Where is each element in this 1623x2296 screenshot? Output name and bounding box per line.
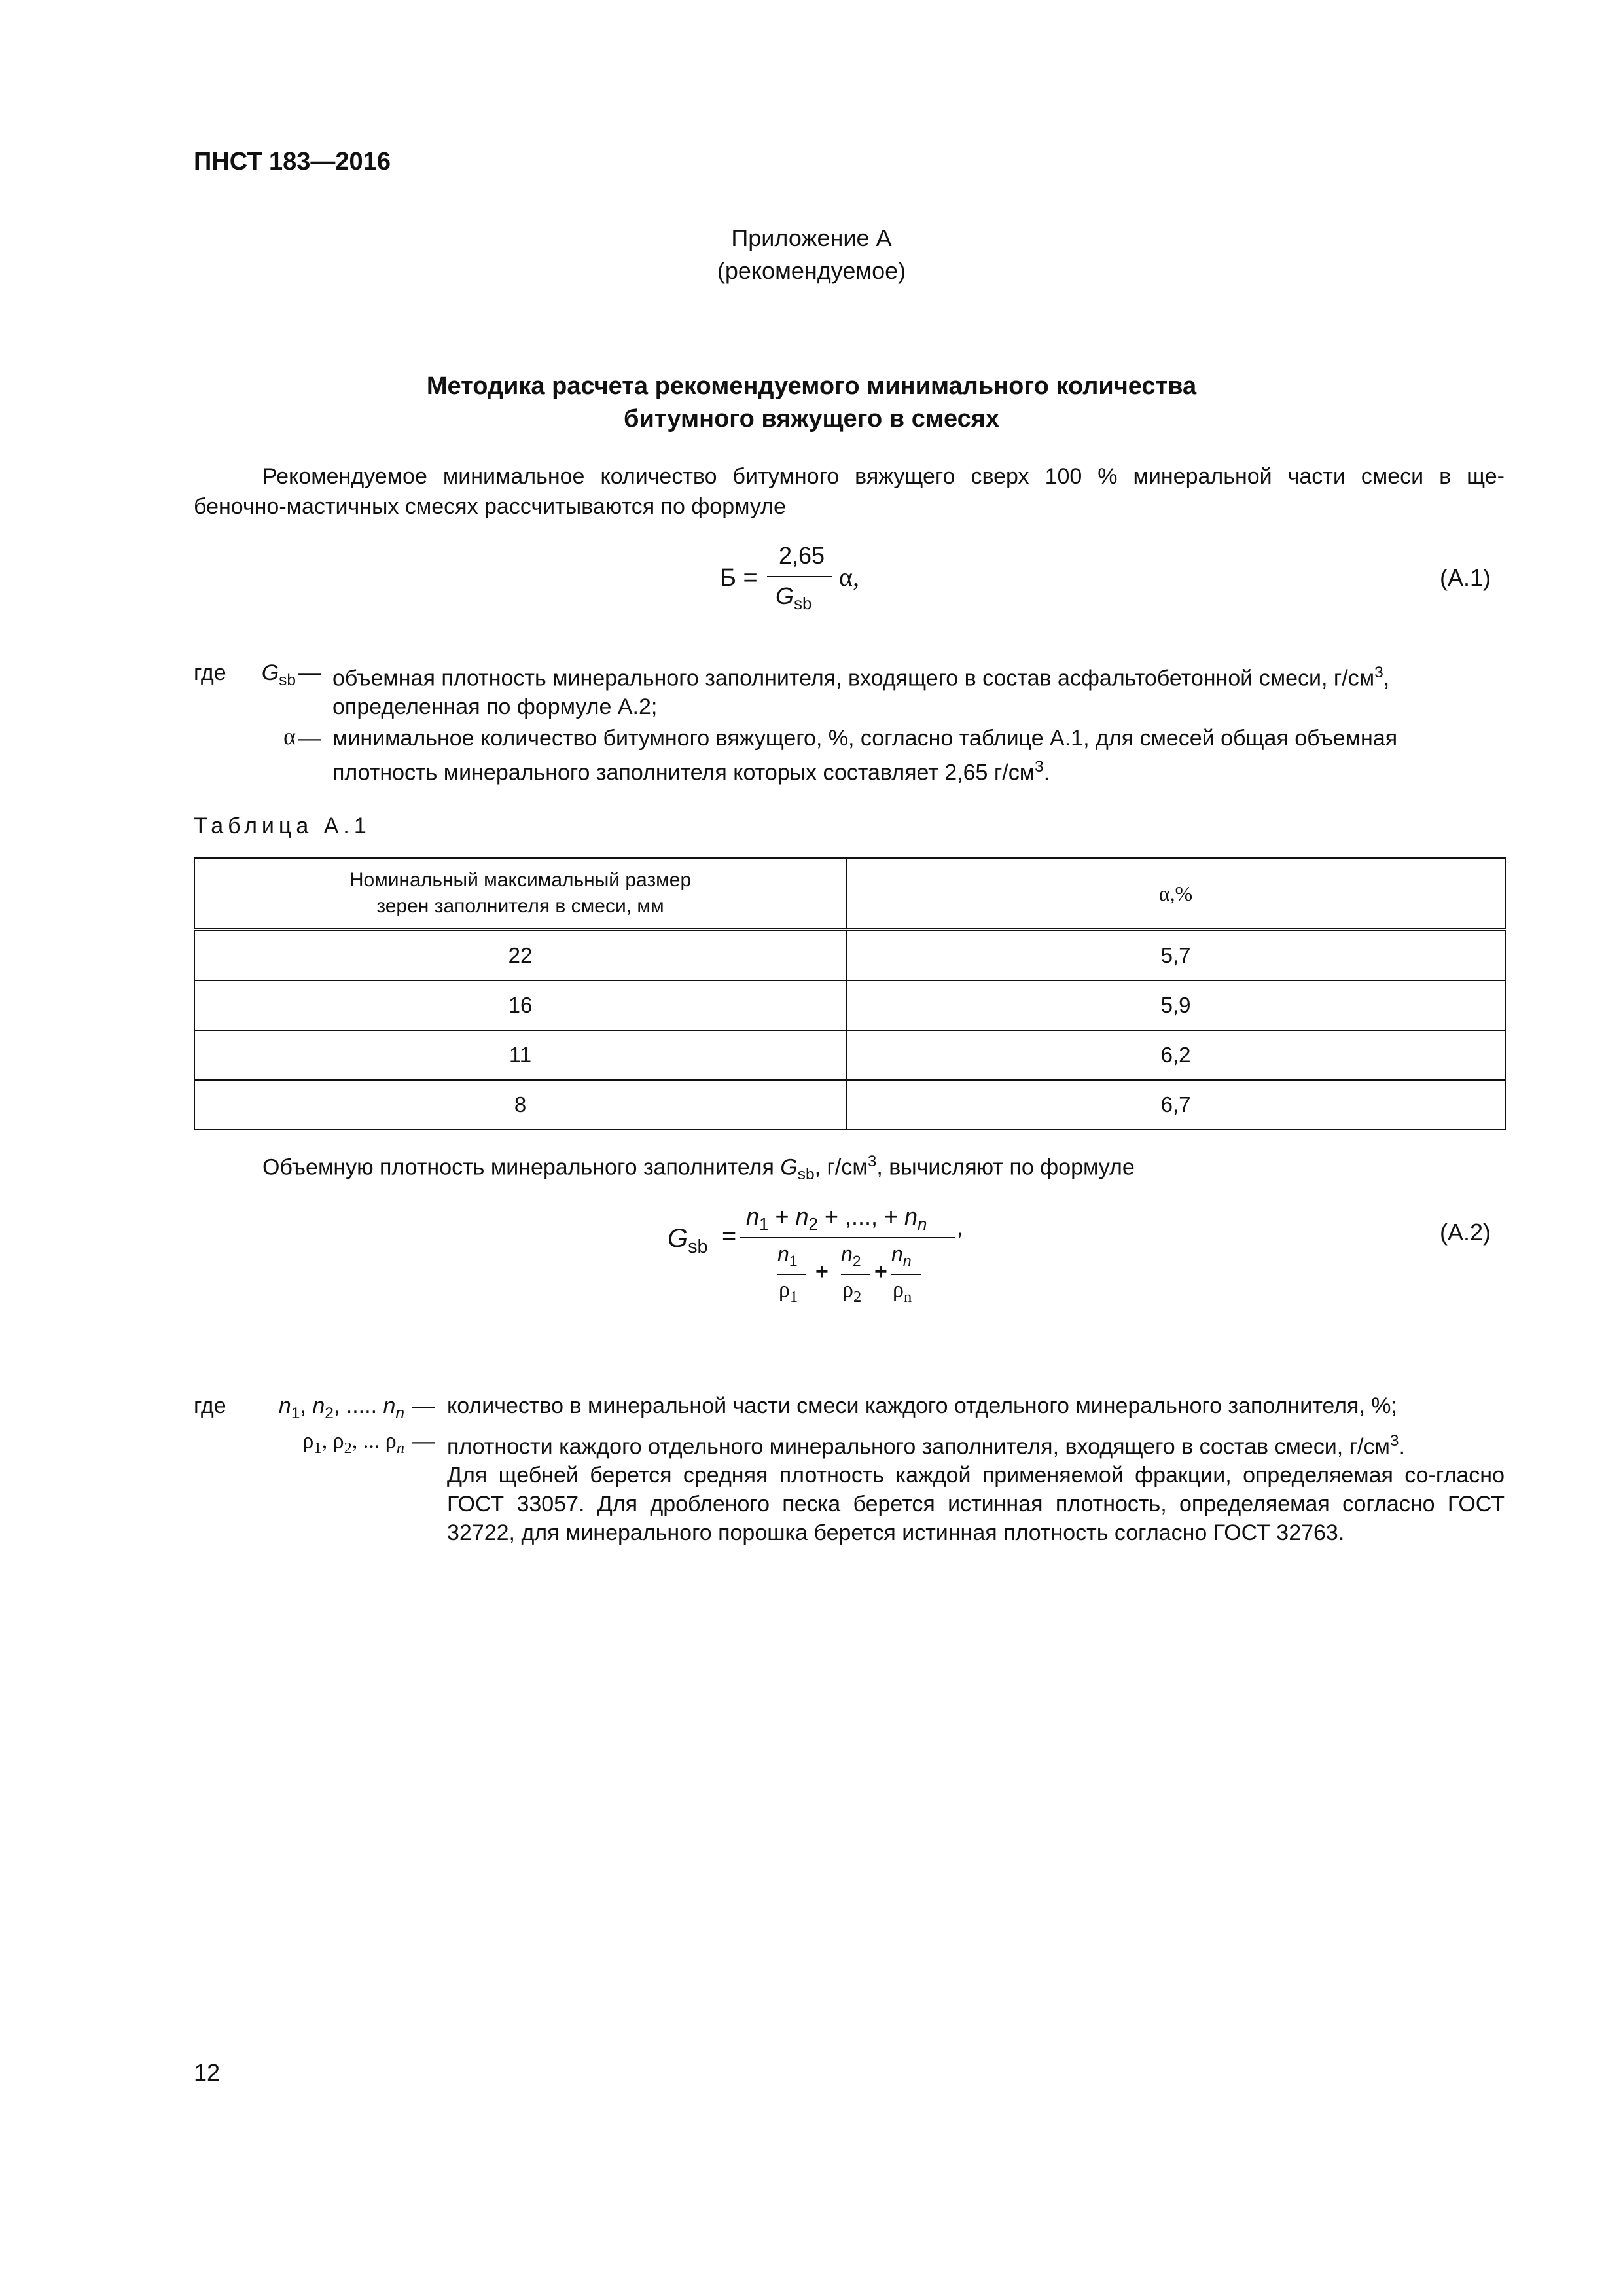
document-code: ПНСТ 183—2016 bbox=[194, 148, 391, 175]
formula-a2-plus: + bbox=[815, 1259, 829, 1284]
table-header-row bbox=[194, 858, 1505, 930]
formula-a2-equals: = bbox=[722, 1223, 737, 1250]
appendix-title: Приложение А bbox=[731, 224, 892, 251]
definition-dash: — bbox=[412, 1393, 435, 1418]
formula-a2-plus: + bbox=[874, 1259, 887, 1284]
table-row bbox=[194, 1030, 1505, 1080]
formula-a1-factor: α, bbox=[839, 562, 859, 592]
formula-a2-term3-line bbox=[891, 1274, 921, 1275]
appendix-heading-line2: битумного вяжущего в смесях bbox=[623, 405, 1000, 433]
table-cell: 5,7 bbox=[846, 930, 1505, 981]
table-row bbox=[194, 930, 1505, 981]
table-cell: 8 bbox=[194, 1080, 846, 1130]
formula-a2-term3-num: $n_n$ bbox=[891, 1242, 912, 1270]
table-cell: 22 bbox=[194, 930, 846, 981]
appendix-heading-line1: Методика расчета рекомендуемого минимального количества bbox=[426, 372, 1197, 400]
formula-a2-term2-line bbox=[841, 1274, 870, 1275]
definition-term-alpha: α bbox=[283, 723, 296, 749]
intro-line1: Рекомендуемое минимальное количество битумного вяжущего сверх 100 % минеральной части смеси в ще- bbox=[262, 464, 1505, 489]
formula-a1-fraction-line bbox=[767, 576, 832, 577]
formula-a2-comma: , bbox=[957, 1216, 963, 1240]
gsb-paragraph: Объемную плотность минерального заполнителя $G_{sb}$, $г/см^3$, вычисляют по формуле bbox=[262, 1153, 1135, 1184]
table-cell: 5,9 bbox=[846, 980, 1505, 1030]
table-header-alpha: α,% bbox=[846, 858, 1505, 930]
formula-a1-numerator: 2,65 bbox=[778, 542, 825, 569]
definition-term-n: $n_1$, $n_2$, ..... $n_n$ bbox=[278, 1393, 404, 1422]
definition-text-n: количество в минеральной части смеси каждого отдельного минерального заполнителя, %; bbox=[447, 1393, 1397, 1418]
intro-paragraph bbox=[194, 461, 1505, 522]
definition-text-gsb: объемная плотность минерального заполнителя, входящего в состав асфальтобетонной смеси, $г/см^3$, определенная по формуле А.2; bbox=[332, 664, 1390, 720]
intro-line2: беночно-мастичных смесях рассчитываются по формуле bbox=[194, 494, 786, 519]
formula-a2-term2-num: $n_2$ bbox=[841, 1242, 861, 1270]
appendix-status: (рекомендуемое) bbox=[717, 257, 906, 284]
definition-text-alpha: минимальное количество битумного вяжущего, %, согласно таблице А.1, для смесей общая объемная плотность минерального заполнителя которых составляет 2,65 $г/см^3$. bbox=[332, 726, 1398, 785]
table-caption: Таблица А.1 bbox=[194, 814, 371, 838]
formula-a2-lhs: $G_{sb}$ bbox=[668, 1224, 708, 1257]
definition-dash: — bbox=[298, 726, 321, 751]
table-row bbox=[194, 1080, 1505, 1130]
formula-a2-term1-den: $\rho_1$ bbox=[779, 1278, 798, 1306]
table-cell: 16 bbox=[194, 980, 846, 1030]
table-cell: 11 bbox=[194, 1030, 846, 1080]
definitions-a1-where: где bbox=[194, 660, 226, 685]
table-cell: 6,7 bbox=[846, 1080, 1505, 1130]
table-row bbox=[194, 980, 1505, 1030]
formula-a1-lhs: Б = bbox=[720, 564, 758, 592]
formula-a2-term2-den: $\rho_2$ bbox=[842, 1278, 862, 1306]
page-number: 12 bbox=[194, 2059, 221, 2086]
formula-a1-denominator: $G_{sb}$ bbox=[776, 583, 812, 614]
formula-a2-numerator: $n_1 + n_2$ + ,..., + $n_n$ bbox=[746, 1203, 927, 1234]
table-cell: 6,2 bbox=[846, 1030, 1505, 1080]
data-table bbox=[194, 857, 1506, 1130]
formula-a2-number: (А.2) bbox=[1440, 1219, 1491, 1246]
definition-dash: — bbox=[298, 660, 321, 685]
definition-term-gsb: $G_{sb}$ bbox=[261, 660, 296, 689]
formula-a2-term1-num: $n_1$ bbox=[777, 1242, 798, 1270]
definitions-a2-where: где bbox=[194, 1393, 226, 1418]
formula-a1-number: (А.1) bbox=[1440, 564, 1491, 591]
formula-a2-term1-line bbox=[777, 1274, 806, 1275]
formula-a2-term3-den: $\rho_n$ bbox=[893, 1278, 912, 1306]
definition-dash: — bbox=[412, 1429, 435, 1454]
formula-a2-fraction-line bbox=[740, 1237, 955, 1238]
definition-text-rho: плотности каждого отдельного минерального заполнителя, входящего в состав смеси, $г/см^3$. Для щебней берется средняя плотность каждой применяемой фракции, определяемая со-гласно ГОСТ 33057. Для дробленого песка берется истинная плотность, определяемая согласно ГОСТ 32722, для минерального порошка берется истинная плотность согласно ГОСТ 32763. bbox=[447, 1432, 1505, 1546]
table-header-grain-size: Номинальный максимальный размер зерен заполнителя в смеси, мм bbox=[194, 858, 846, 930]
definition-term-rho: $\rho_1$, $\rho_2$, ... $\rho_n$ bbox=[302, 1429, 404, 1457]
